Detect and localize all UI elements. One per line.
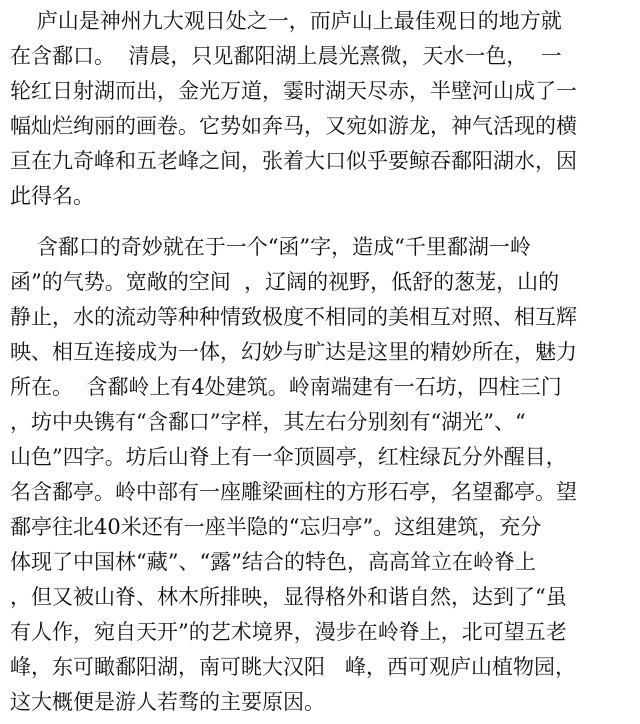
text-line: 所在。 含鄱岭上有4处建筑。岭南端建有一石坊，四柱三门 (10, 375, 562, 399)
text-line: ，坊中央镌有“含鄱口”字样，其左右分别刻有“湖光”、“ (10, 410, 526, 434)
text-line: 体现了中国林“藏”、“露”结合的特色，高高耸立在岭脊上 (10, 550, 536, 574)
text-line: 山色”四字。坊后山脊上有一伞顶圆亭，红柱绿瓦分外醒目， (10, 445, 567, 469)
text-line: 亘在九奇峰和五老峰之间，张着大口似乎要鲸吞鄱阳湖水，因 (10, 149, 577, 173)
text-line: 庐山是神州九大观日处之一，而庐山上最佳观日的地方就 (10, 9, 562, 33)
paragraph-2 (10, 230, 632, 720)
text-line: 函”的气势。宽敞的空间 ，辽阔的视野，低舒的葱茏，山的 (10, 270, 560, 294)
text-line: 峰，东可瞰鄱阳湖，南可眺大汉阳 峰，西可观庐山植物园， (10, 655, 577, 679)
text-line: 幅灿烂绚丽的画卷。它势如奔马，又宛如游龙，神气活现的横 (10, 114, 577, 138)
paragraph-1 (10, 4, 632, 214)
text-line: 鄱亭往北40米还有一座半隐的“忘归亭”。这组建筑，充分 (10, 515, 542, 539)
text-line: 静止，水的流动等种种情致极度不相同的美相互对照、相互辉 (10, 305, 577, 329)
text-line: 有人作，宛自天开”的艺术境界，漫步在岭脊上，北可望五老 (10, 620, 567, 644)
text-line: 此得名。 (10, 184, 94, 208)
text-line: 轮红日射湖而出，金光万道，霎时湖天尽赤，半壁河山成了一 (10, 79, 577, 103)
text-line: 这大概便是游人若骛的主要原因。 (10, 690, 325, 714)
text-line: ，但又被山脊、林木所排映，显得格外和谐自然，达到了“虽 (10, 585, 567, 609)
text-line: 名含鄱亭。岭中部有一座雕梁画柱的方形石亭，名望鄱亭。望 (10, 480, 577, 504)
text-line: 含鄱口的奇妙就在于一个“函”字，造成“千里鄱湖一岭 (10, 235, 531, 259)
text-line: 映、相互连接成为一体，幻妙与旷达是这里的精妙所在，魅力 (10, 340, 577, 364)
text-line: 在含鄱口。 清晨，只见鄱阳湖上晨光熹微，天水一色， 一 (10, 44, 562, 68)
